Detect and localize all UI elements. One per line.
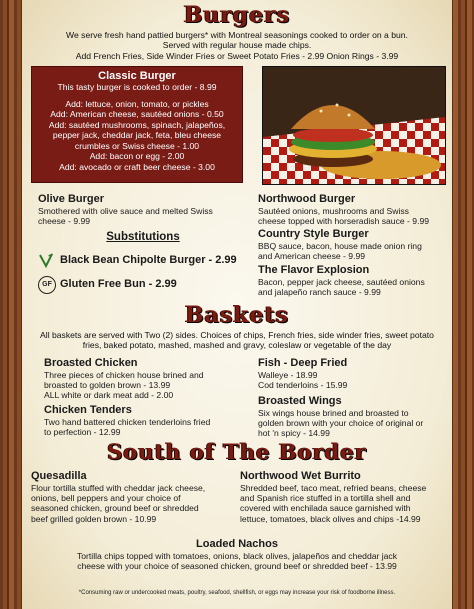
item-desc: Six wings house brined and broasted to xyxy=(258,408,409,418)
item-desc: Two hand battered chicken tenderloins fried xyxy=(44,417,211,427)
addon-line: crumbles or Swiss cheese - 1.00 xyxy=(74,140,200,151)
item-title: Northwood Burger xyxy=(258,193,356,205)
item-desc: Three pieces of chicken house brined and xyxy=(44,370,204,380)
gluten-free-icon: GF xyxy=(38,276,56,294)
burgers-intro-line: We serve fresh hand pattied burgers* with Montreal seasonings cooked to order on a bun. xyxy=(66,30,408,40)
item-desc: Walleye - 18.99 xyxy=(258,370,318,380)
baskets-heading: Baskets xyxy=(184,302,290,328)
olive-burger-desc: Smothered with olive sauce and melted Swiss xyxy=(38,206,213,216)
item-desc: Flour tortilla stuffed with cheddar jack cheese, xyxy=(31,483,206,493)
item-desc: cheese topped with horseradish sauce - 9.99 xyxy=(258,216,430,227)
fish-deep-fried xyxy=(258,357,453,390)
item-desc: lettuce, tomatoes, black olives and chips -14.99 xyxy=(240,513,421,524)
olive-burger-desc: cheese - 9.99 xyxy=(38,216,91,227)
burgers-intro-line: Add French Fries, Side Winder Fries or Sweet Potato Fries - 2.99 Onion Rings - 3.99 xyxy=(75,50,399,61)
item-desc: Cod tenderloins - 15.99 xyxy=(258,380,348,391)
item-desc: broasted to golden brown - 13.99 xyxy=(44,380,171,391)
item-desc: to perfection - 12.99 xyxy=(44,427,121,438)
chicken-tenders xyxy=(44,404,254,437)
olive-burger xyxy=(38,193,248,226)
item-desc: Bacon, pepper jack cheese, sautéed onions xyxy=(258,277,425,287)
baskets-intro-line: All baskets are served with Two (2) sides. Choices of chips, French fries, side winder fries, sweet potato xyxy=(40,330,434,340)
vegetarian-icon xyxy=(38,252,54,268)
item-desc: onions, bell peppers and your choice of xyxy=(31,493,181,504)
item-title: Fish - Deep Fried xyxy=(258,357,348,369)
item-title: Loaded Nachos xyxy=(196,538,278,550)
classic-burger-box xyxy=(31,66,243,183)
item-desc: Shredded beef, taco meat, refried beans, cheese xyxy=(240,483,427,493)
item-title: Country Style Burger xyxy=(258,228,369,240)
addon-line: Add: American cheese, sautéed onions - 0.50 xyxy=(50,109,224,119)
item-desc: covered with enchilada sauce garnished with xyxy=(240,503,411,514)
item-desc: BBQ sauce, bacon, house made onion ring xyxy=(258,241,422,251)
south-heading: South of The Border xyxy=(107,439,367,464)
item-desc: Sautéed onions, mushrooms and Swiss xyxy=(258,206,409,216)
northwood-wet-burrito xyxy=(240,470,452,524)
item-desc: and American cheese - 9.99 xyxy=(258,251,366,262)
substitution-label: Gluten Free Bun - 2.99 xyxy=(60,278,177,290)
burgers-intro xyxy=(40,30,434,61)
loaded-nachos xyxy=(28,538,446,571)
classic-burger-title: Classic Burger xyxy=(98,70,176,82)
country-style-burger xyxy=(258,228,453,261)
classic-burger-subtitle: This tasty burger is cooked to order - 8.99 xyxy=(57,82,217,92)
burger-photo xyxy=(262,66,446,185)
item-title: Chicken Tenders xyxy=(44,404,132,416)
substitutions-heading: Substitutions xyxy=(106,231,180,243)
substitution-item xyxy=(38,252,258,270)
substitution-label: Black Bean Chipolte Burger - 2.99 xyxy=(60,254,237,266)
broasted-wings xyxy=(258,395,453,439)
item-desc: cheese with your choice of seasoned chicken, ground beef or shredded beef - 13.99 xyxy=(77,561,397,572)
addon-line: Add: lettuce, onion, tomato, or pickles xyxy=(65,98,209,109)
item-desc: Tortilla chips topped with tomatoes, onions, black olives, jalapeños and cheddar jack xyxy=(76,551,398,561)
flavor-explosion xyxy=(258,264,453,297)
item-desc: golden brown with your choice of original or xyxy=(258,418,424,429)
item-title: Northwood Wet Burrito xyxy=(240,470,361,482)
item-title: The Flavor Explosion xyxy=(258,264,370,276)
footnote: *Consuming raw or undercooked meats, poultry, seafood, shellfish, or eggs may increase your risk of foodborne illness. xyxy=(78,590,396,596)
baskets-intro xyxy=(32,330,442,351)
item-desc: and Spanish rice stuffed in a tortilla shell and xyxy=(240,493,411,504)
addon-line: pepper jack, cheddar jack, feta, bleu cheese xyxy=(52,130,222,140)
substitution-item xyxy=(38,276,258,294)
addon-line: Add: sautéed mushrooms, spinach, jalapeños, xyxy=(48,119,226,130)
baskets-intro-line: fries, baked potato, mashed, mashed and gravy, coleslaw or vegetable of the day xyxy=(82,340,392,351)
item-title: Quesadilla xyxy=(31,470,87,482)
item-desc: beef grilled golden brown - 10.99 xyxy=(31,513,157,524)
addon-line: Add: bacon or egg - 2.00 xyxy=(89,151,185,161)
item-desc: hot 'n spicy - 14.99 xyxy=(258,428,330,439)
broasted-chicken xyxy=(44,357,254,401)
item-desc: seasoned chicken, ground beef or shredded xyxy=(31,503,199,514)
northwood-burger xyxy=(258,193,453,226)
item-title: Broasted Wings xyxy=(258,395,342,407)
item-title: Broasted Chicken xyxy=(44,357,138,369)
item-desc: and jalapeño ranch sauce - 9.99 xyxy=(258,287,381,298)
addon-line: Add: avocado or craft beer cheese - 3.00 xyxy=(59,161,215,172)
quesadilla xyxy=(31,470,241,524)
item-desc: ALL white or dark meat add - 2.00 xyxy=(44,390,174,401)
olive-burger-title: Olive Burger xyxy=(38,193,105,205)
burgers-intro-line: Served with regular house made chips. xyxy=(162,40,312,51)
burgers-heading: Burgers xyxy=(183,2,291,28)
